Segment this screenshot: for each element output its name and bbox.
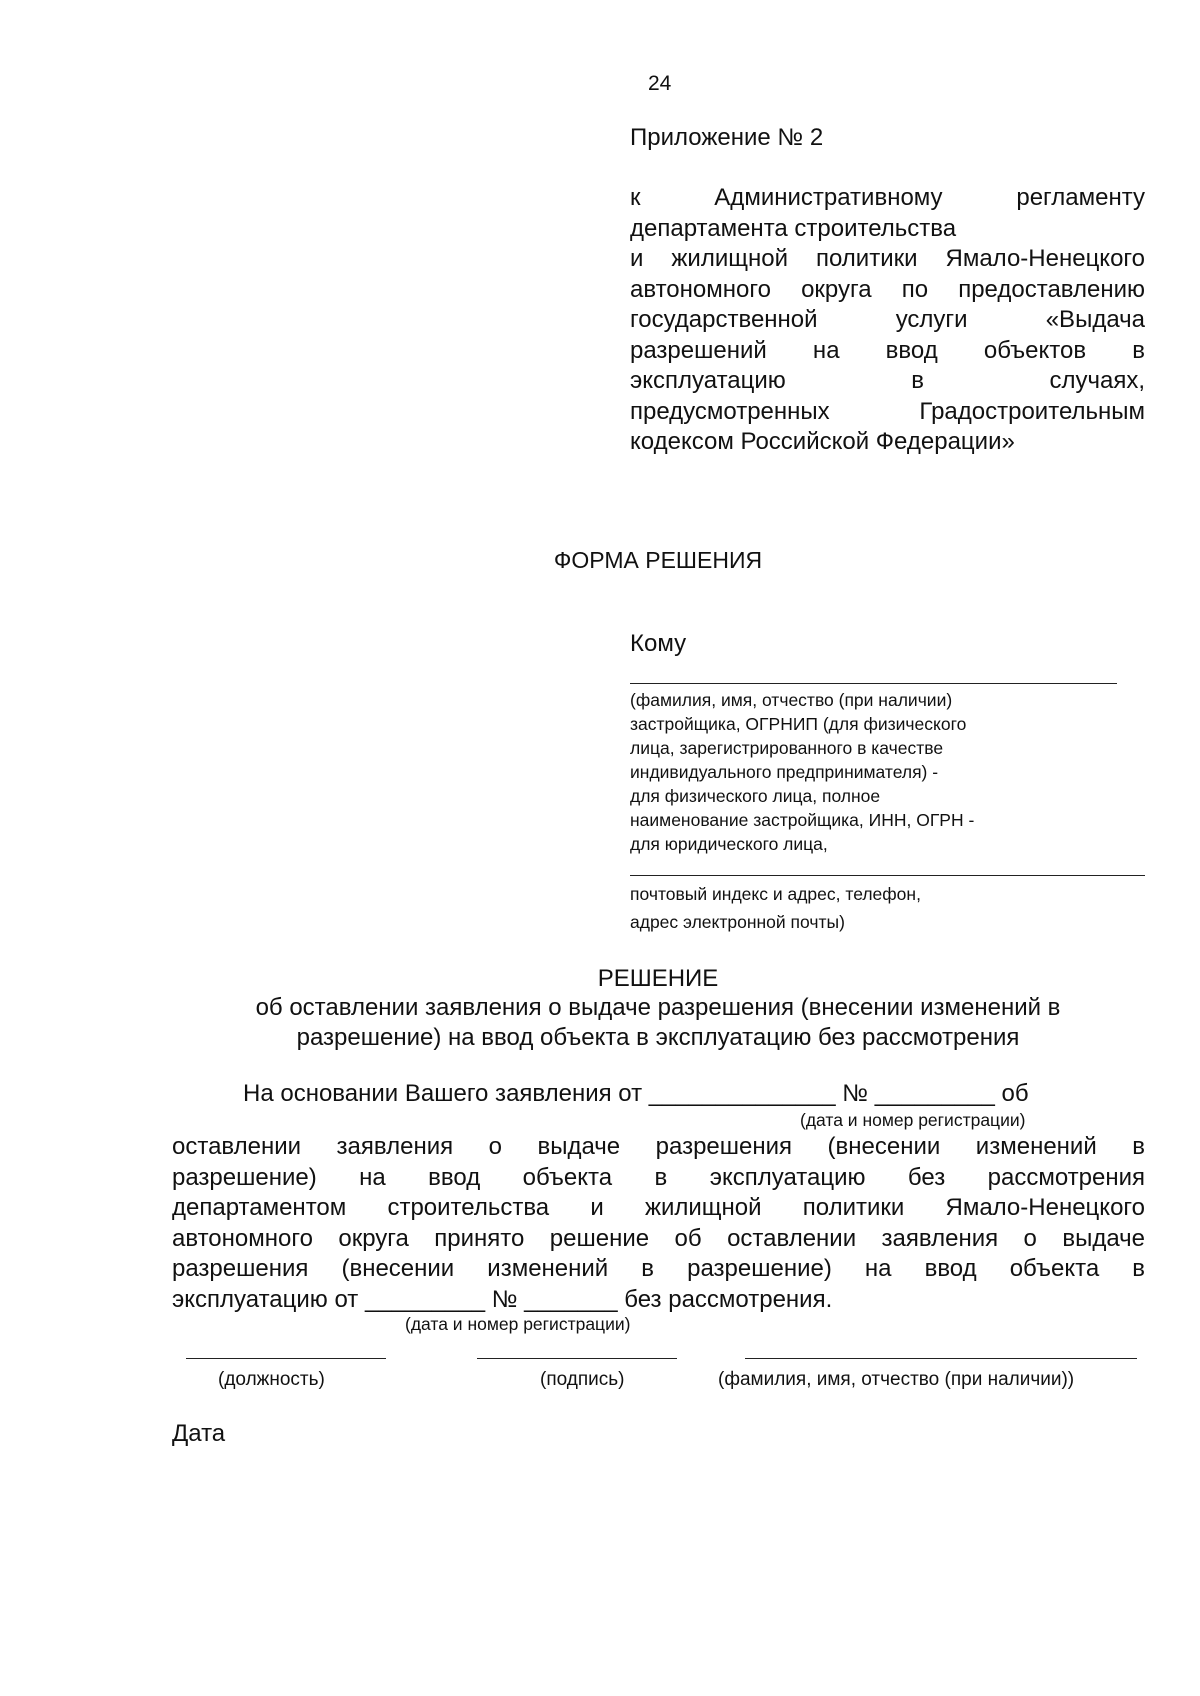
recipient-name-note <box>630 688 974 856</box>
regulation-reference <box>630 183 1145 458</box>
body-text <box>172 1132 1145 1315</box>
regulation-line: предусмотренных Градостроительным <box>630 397 1145 425</box>
form-title: ФОРМА РЕШЕНИЯ <box>553 547 763 573</box>
signature-line <box>477 1358 677 1359</box>
note-line: индивидуального предпринимателя) - <box>630 762 939 782</box>
body-line: автономного округа принято решение об оставлении заявления о выдаче <box>172 1224 1145 1252</box>
note-line: почтовый индекс и адрес, телефон, <box>630 884 921 904</box>
decision-subtitle <box>0 993 1200 1053</box>
page-number: 24 <box>648 72 672 95</box>
recipient-label: Кому <box>630 630 687 657</box>
regulation-line: государственной услуги «Выдача <box>630 306 1145 333</box>
registration-hint: (дата и номер регистрации) <box>800 1110 1026 1130</box>
note-line: (фамилия, имя, отчество (при наличии) <box>630 690 953 710</box>
position-label: (должность) <box>218 1369 325 1390</box>
regulation-line: кодексом Российской Федерации» <box>630 428 1015 455</box>
note-line: для физического лица, полное <box>630 786 881 806</box>
body-first-line: На основании Вашего заявления от ______________ № _________ об <box>243 1080 1029 1107</box>
decision-title: РЕШЕНИЕ <box>597 965 719 992</box>
position-line <box>186 1358 386 1359</box>
regulation-line: и жилищной политики Ямало-Ненецкого <box>630 245 1145 272</box>
full-name-line <box>745 1358 1137 1359</box>
regulation-line: к Административному регламенту <box>630 184 1145 211</box>
body-line: департаментом строительства и жилищной политики Ямало-Ненецкого <box>172 1194 1145 1221</box>
recipient-address-note <box>630 880 921 936</box>
regulation-line: автономного округа по предоставлению <box>630 275 1145 303</box>
subtitle-line: об оставлении заявления о выдаче разрешения (внесении изменений в <box>255 994 1061 1021</box>
regulation-line: эксплуатацию в случаях, <box>630 367 1145 394</box>
body-line: оставлении заявления о выдаче разрешения (внесении изменений в <box>172 1133 1145 1160</box>
note-line: для юридического лица, <box>630 834 828 854</box>
recipient-address-line <box>630 875 1145 876</box>
body-line: разрешение) на ввод объекта в эксплуатацию без рассмотрения <box>172 1163 1145 1191</box>
body-line: эксплуатацию от _________ № _______ без рассмотрения. <box>172 1285 833 1313</box>
note-line: наименование застройщика, ИНН, ОГРН - <box>630 810 975 830</box>
date-label: Дата <box>172 1420 226 1447</box>
appendix-title: Приложение № 2 <box>630 124 824 151</box>
note-line: застройщика, ОГРНИП (для физического <box>630 714 967 734</box>
subtitle-line: разрешение) на ввод объекта в эксплуатацию без рассмотрения <box>296 1024 1020 1051</box>
regulation-line: разрешений на ввод объектов в <box>630 336 1145 364</box>
note-line: адрес электронной почты) <box>630 912 845 932</box>
note-line: лица, зарегистрированного в качестве <box>630 738 944 758</box>
recipient-name-line <box>630 683 1117 684</box>
full-name-label: (фамилия, имя, отчество (при наличии)) <box>718 1369 1075 1390</box>
registration-hint: (дата и номер регистрации) <box>405 1314 631 1334</box>
regulation-line: департамента строительства <box>630 214 957 242</box>
body-line: разрешения (внесении изменений в разрешение) на ввод объекта в <box>172 1255 1145 1282</box>
signature-label: (подпись) <box>540 1369 625 1390</box>
